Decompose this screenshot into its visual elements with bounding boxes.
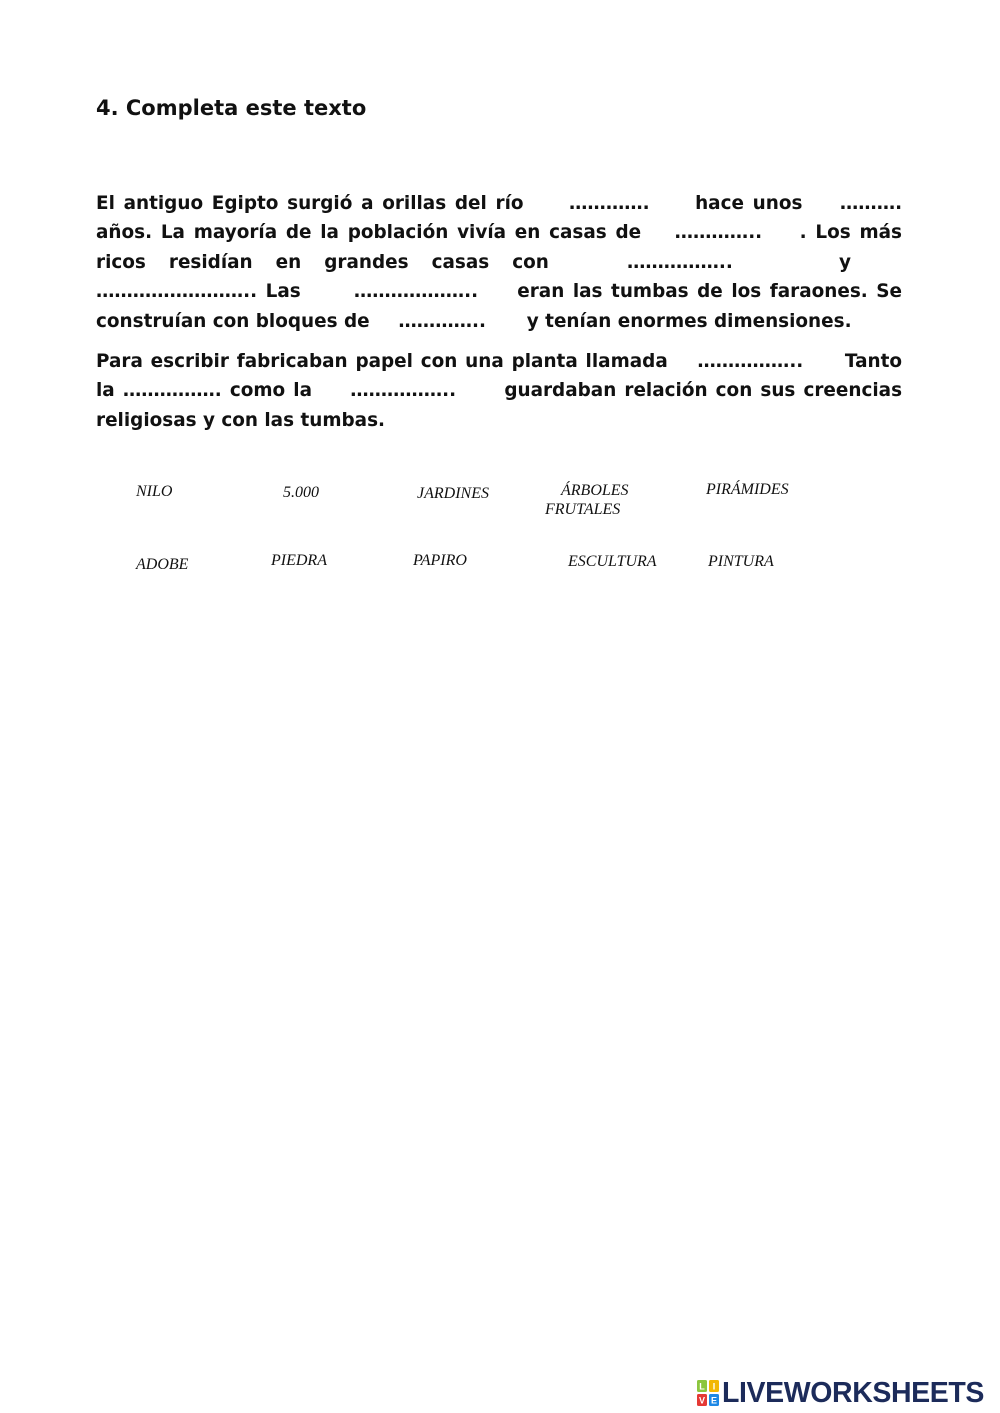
text-segment: Tanto la — [96, 351, 903, 402]
blank-tombs[interactable]: ……………….. — [353, 281, 479, 303]
text-segment: años. La mayoría de la población vivía en casas de — [96, 222, 642, 244]
liveworksheets-logo — [697, 1376, 984, 1410]
text-segment: eran las tumbas de los faraones. Se construían con bloques de — [96, 281, 903, 332]
svg-text:E: E — [710, 1395, 718, 1406]
word-5000: 5.000 — [283, 484, 319, 501]
blank-river[interactable]: …………. — [569, 193, 650, 214]
blank-years[interactable]: ………. — [839, 193, 903, 214]
blank-plant[interactable]: …………….. — [697, 351, 804, 372]
word-nilo: NILO — [136, 483, 173, 500]
word-escultura: ESCULTURA — [568, 553, 657, 570]
word-papiro: PAPIRO — [413, 552, 467, 569]
text-segment: . Los más ricos residían en grandes casas con — [96, 222, 902, 273]
liveworksheets-mark-icon — [697, 1380, 719, 1406]
blank-art-2[interactable]: …………….. — [350, 380, 457, 402]
text-segment: El antiguo Egipto surgió a orillas del río — [96, 193, 524, 214]
blank-rich-houses-2[interactable]: …………………….. — [96, 281, 258, 303]
word-adobe: ADOBE — [136, 556, 189, 573]
blank-house-material[interactable]: ………….. — [674, 222, 763, 244]
word-frutales: FRUTALES — [545, 501, 621, 518]
blank-art-1[interactable]: ……………. — [122, 380, 222, 402]
text-segment: y tenían enormes dimensiones. — [526, 310, 852, 332]
word-arboles: ÁRBOLES — [561, 482, 629, 499]
logo-text: LIVEWORKSHEETS — [722, 1376, 985, 1409]
blank-blocks[interactable]: ………….. — [398, 310, 486, 332]
svg-text:I: I — [712, 1381, 716, 1392]
text-segment: como la — [229, 380, 312, 402]
word-jardines: JARDINES — [417, 485, 489, 502]
exercise-title: 4. Completa este texto — [96, 96, 367, 120]
word-piramides: PIRÁMIDES — [706, 481, 789, 498]
svg-text:L: L — [699, 1381, 705, 1392]
text-segment: Las — [265, 281, 301, 303]
text-segment: Para escribir fabricaban papel con una planta llamada — [96, 351, 668, 372]
text-segment: hace unos — [695, 193, 803, 214]
word-piedra: PIEDRA — [271, 552, 327, 569]
word-pintura: PINTURA — [708, 553, 774, 570]
svg-text:V: V — [698, 1395, 706, 1406]
blank-rich-houses-1[interactable]: …………….. — [626, 251, 733, 273]
paragraph-egypt-2 — [96, 347, 902, 435]
text-segment: y — [838, 251, 851, 273]
paragraph-egypt-1 — [96, 189, 902, 336]
text-segment: guardaban relación con sus creencias religiosas y con las tumbas. — [96, 380, 903, 431]
